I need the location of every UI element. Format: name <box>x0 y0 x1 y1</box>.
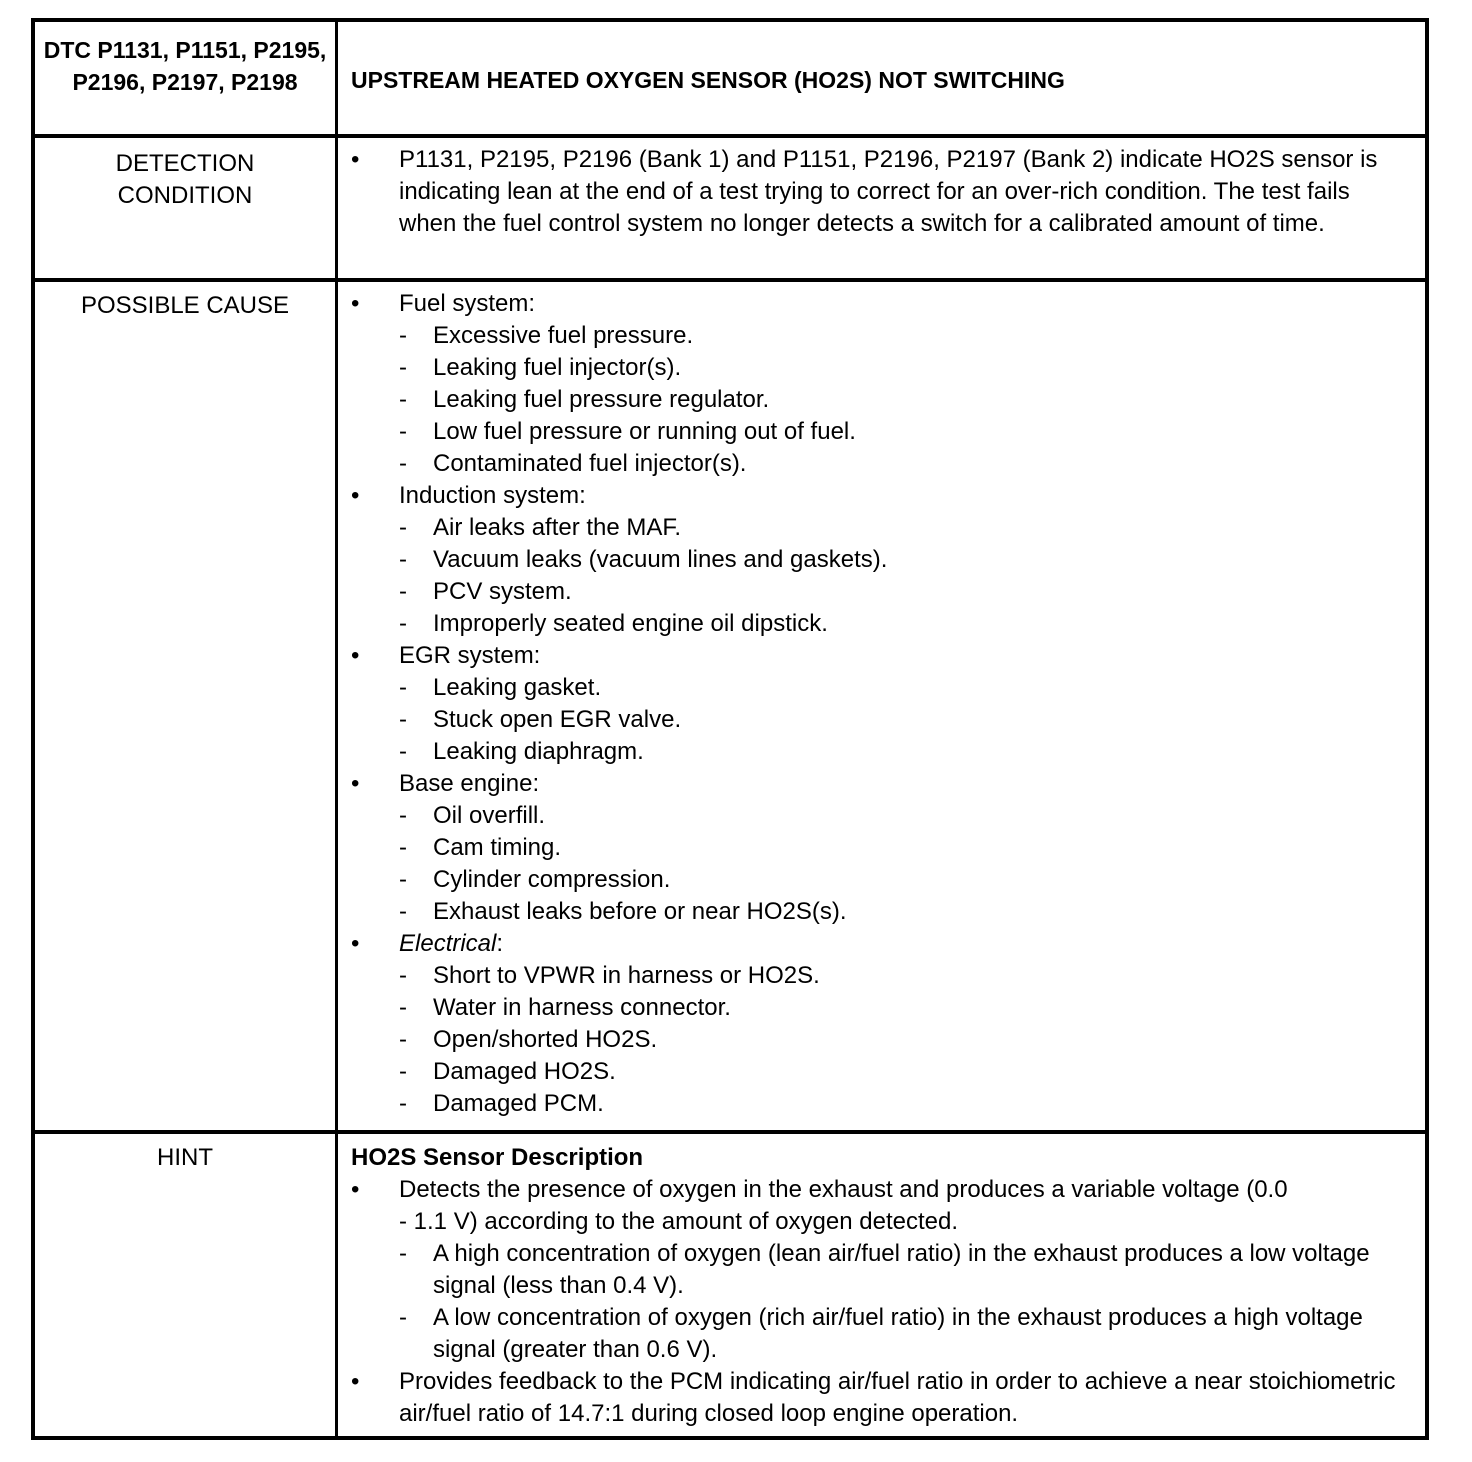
cause-item: Contaminated fuel injector(s). <box>433 450 747 477</box>
cause-item: Water in harness connector. <box>433 994 731 1021</box>
list-item <box>351 800 1411 832</box>
dash-icon: - <box>399 514 407 541</box>
cause-group-title-suffix: : <box>496 930 504 957</box>
bullet-icon: • <box>351 1176 360 1203</box>
cause-group-title: Base engine: <box>399 770 540 797</box>
dtc-table <box>31 18 1429 1440</box>
list-item <box>351 384 1411 416</box>
hint-bullet-text-continued: - 1.1 V) according to the amount of oxygen detected. <box>399 1208 959 1235</box>
dash-icon: - <box>399 354 407 381</box>
list-item <box>351 416 1411 448</box>
row-divider <box>35 1130 1425 1134</box>
list-item <box>351 992 1411 1024</box>
dash-icon: - <box>399 578 407 605</box>
cause-group-title: Induction system: <box>399 482 586 509</box>
list-item <box>351 1174 1411 1206</box>
hint-bullet-text: Detects the presence of oxygen in the exhaust and produces a variable voltage (0.0 <box>399 1176 1288 1203</box>
dash-icon: - <box>399 1240 407 1267</box>
bullet-icon: • <box>351 770 360 797</box>
cause-item: Cylinder compression. <box>433 866 671 893</box>
cause-item: Leaking gasket. <box>433 674 602 701</box>
list-item <box>351 736 1411 768</box>
bullet-icon: • <box>351 930 360 957</box>
dash-icon: - <box>399 674 407 701</box>
dash-icon: - <box>399 898 407 925</box>
dash-icon: - <box>399 962 407 989</box>
dash-icon: - <box>399 994 407 1021</box>
list-item <box>351 1024 1411 1056</box>
cause-group-title: Electrical <box>399 930 497 957</box>
dash-icon: - <box>399 834 407 861</box>
cause-group <box>351 640 1411 672</box>
possible-cause-content <box>351 288 1411 1120</box>
cause-item: Leaking diaphragm. <box>433 738 644 765</box>
list-item <box>351 864 1411 896</box>
cause-item: Improperly seated engine oil dipstick. <box>433 610 828 637</box>
list-item <box>351 1302 1411 1366</box>
cause-item: Vacuum leaks (vacuum lines and gaskets). <box>433 546 888 573</box>
possible-cause-label: POSSIBLE CAUSE <box>80 292 290 319</box>
list-item <box>351 704 1411 736</box>
list-item <box>351 896 1411 928</box>
cause-item: Short to VPWR in harness or HO2S. <box>433 962 820 989</box>
list-item <box>351 832 1411 864</box>
bullet-icon: • <box>351 1368 360 1395</box>
list-item <box>351 1056 1411 1088</box>
list-item <box>351 1088 1411 1120</box>
cause-item: Oil overfill. <box>433 802 546 829</box>
dash-icon: - <box>399 1058 407 1085</box>
cause-item: Stuck open EGR valve. <box>433 706 682 733</box>
list-item <box>351 320 1411 352</box>
dash-icon: - <box>399 386 407 413</box>
list-item <box>351 608 1411 640</box>
cause-group-title: Fuel system: <box>399 290 536 317</box>
hint-sub-text: A low concentration of oxygen (rich air/fuel ratio) in the exhaust produces a high voltage signal (greater than 0.6 V). <box>433 1304 1363 1363</box>
cause-item: Excessive fuel pressure. <box>433 322 694 349</box>
hint-heading: HO2S Sensor Description <box>351 1144 644 1171</box>
cause-item: Open/shorted HO2S. <box>433 1026 658 1053</box>
cause-item: Leaking fuel pressure regulator. <box>433 386 770 413</box>
hint-bullet-text: Provides feedback to the PCM indicating air/fuel ratio in order to achieve a near stoichiometric air/fuel ratio of 14.7:1 during closed loop engine operation. <box>399 1368 1396 1427</box>
dash-icon: - <box>399 418 407 445</box>
dash-icon: - <box>399 866 407 893</box>
dash-icon: - <box>399 802 407 829</box>
dash-icon: - <box>399 1090 407 1117</box>
list-item <box>351 960 1411 992</box>
dash-icon: - <box>399 706 407 733</box>
cause-group <box>351 288 1411 320</box>
bullet-icon: • <box>351 482 360 509</box>
bullet-icon: • <box>351 642 360 669</box>
cause-item: Air leaks after the MAF. <box>433 514 682 541</box>
list-item <box>351 1366 1411 1430</box>
cause-item: Damaged PCM. <box>433 1090 604 1117</box>
dash-icon: - <box>399 450 407 477</box>
row-divider <box>35 278 1425 282</box>
list-item <box>351 1238 1411 1302</box>
dash-icon: - <box>399 1026 407 1053</box>
list-item <box>351 672 1411 704</box>
list-item <box>351 448 1411 480</box>
cause-item: Exhaust leaks before or near HO2S(s). <box>433 898 847 925</box>
detection-content <box>351 144 1411 240</box>
cause-item: Damaged HO2S. <box>433 1058 616 1085</box>
cause-item: Low fuel pressure or running out of fuel. <box>433 418 856 445</box>
dash-icon: - <box>399 322 407 349</box>
detection-label: DETECTION CONDITION <box>115 150 255 209</box>
bullet-icon: • <box>351 146 360 173</box>
row-divider <box>35 134 1425 138</box>
dtc-title: UPSTREAM HEATED OXYGEN SENSOR (HO2S) NOT SWITCHING <box>351 67 1065 93</box>
dash-icon: - <box>399 738 407 765</box>
bullet-icon: • <box>351 290 360 317</box>
hint-sub-text: A high concentration of oxygen (lean air/fuel ratio) in the exhaust produces a low voltage signal (less than 0.4 V). <box>433 1240 1370 1299</box>
dash-icon: - <box>399 610 407 637</box>
cause-group <box>351 928 1411 960</box>
cause-group <box>351 768 1411 800</box>
list-item <box>351 576 1411 608</box>
column-divider <box>335 22 338 1436</box>
list-item <box>351 144 1411 240</box>
list-item-continuation <box>351 1206 1411 1238</box>
list-item <box>351 544 1411 576</box>
hint-content <box>351 1142 1411 1430</box>
dash-icon: - <box>399 546 407 573</box>
list-item <box>351 512 1411 544</box>
cause-item: Cam timing. <box>433 834 562 861</box>
cause-group <box>351 480 1411 512</box>
cause-item: Leaking fuel injector(s). <box>433 354 682 381</box>
cause-group-title: EGR system: <box>399 642 541 669</box>
cause-item: PCV system. <box>433 578 572 605</box>
dash-icon: - <box>399 1304 407 1331</box>
hint-label: HINT <box>157 1144 213 1171</box>
list-item <box>351 352 1411 384</box>
detection-text: P1131, P2195, P2196 (Bank 1) and P1151, P2196, P2197 (Bank 2) indicate HO2S sensor is indicating lean at the end of a test trying to correct for an over-rich condition. The test fails when the fuel control system no longer detects a switch for a calibrated amount of time. <box>399 146 1378 237</box>
dtc-codes-cell: DTC P1131, P1151, P2195, P2196, P2197, P2198 <box>43 37 327 95</box>
